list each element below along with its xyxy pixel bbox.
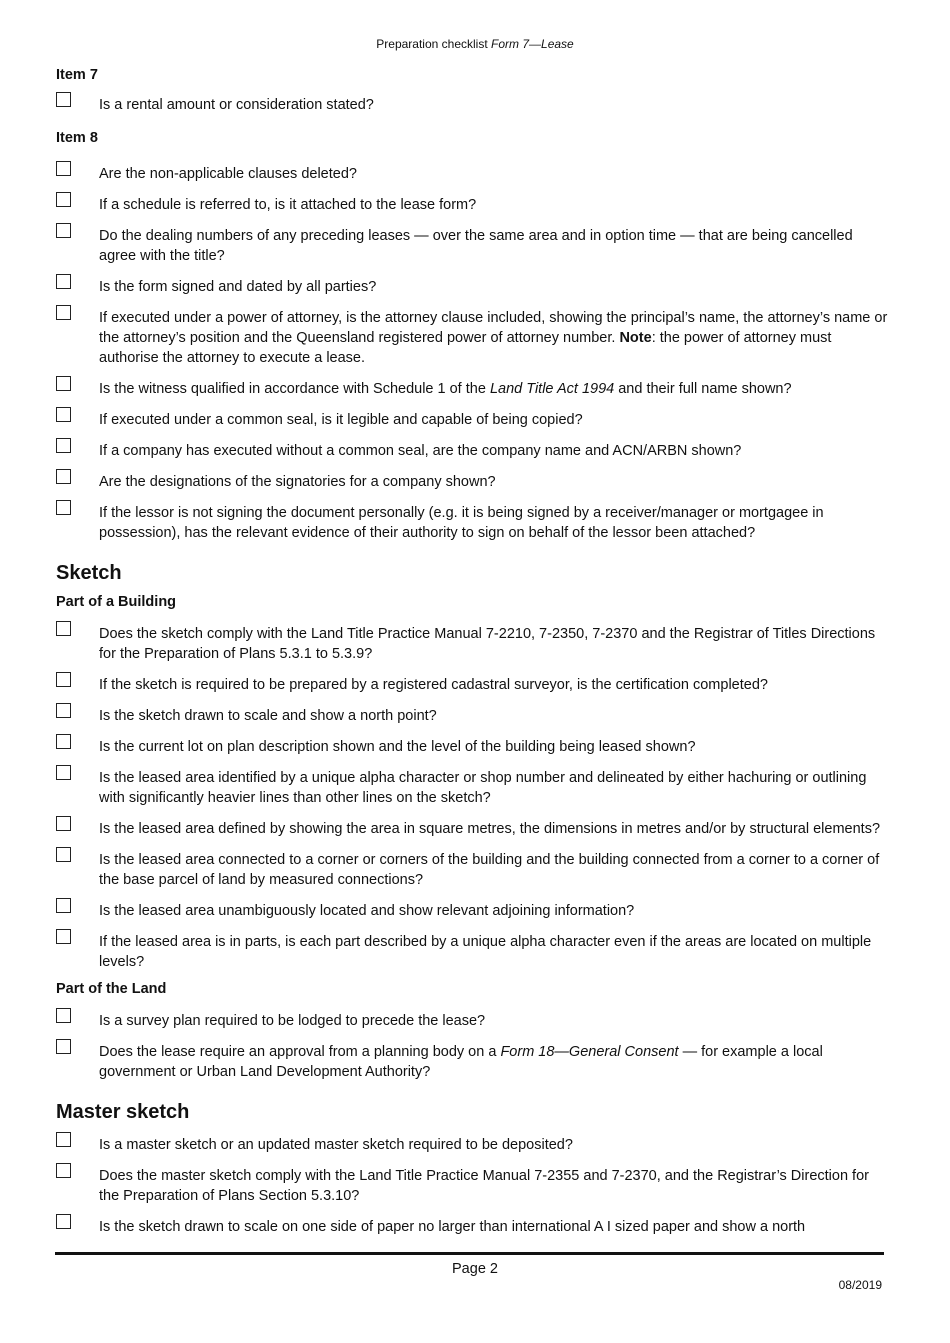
- checklist-item-text: If executed under a common seal, is it legible and capable of being copied?: [99, 412, 583, 428]
- checklist-item: [56, 1132, 892, 1155]
- checklist-item-text: Is the form signed and dated by all parties?: [99, 279, 377, 295]
- checklist-item: [56, 816, 892, 839]
- part-of-building-heading: Part of a Building: [56, 594, 177, 610]
- item8-heading: Item 8: [56, 130, 98, 146]
- checkbox[interactable]: [56, 847, 71, 862]
- checklist-item: [56, 223, 892, 266]
- checklist-item-text: [99, 1039, 892, 1082]
- header-title: Preparation checklist: [376, 37, 492, 51]
- checkbox[interactable]: [56, 1214, 71, 1229]
- checklist-item-text: Is the leased area defined by showing the area in square metres, the dimensions in metres and/or by structural elements?: [99, 821, 881, 837]
- checklist-item: [56, 161, 892, 184]
- checklist-item-text: If the lessor is not signing the document personally (e.g. it is being signed by a receiver/manager or mortgagee in possession), has the relevant evidence of their authority to sign on behalf of the lessor been attached?: [99, 505, 824, 541]
- checklist-item-text: Is the leased area identified by a unique alpha character or shop number and delineated by either hachuring or outlining with significantly heavier lines than other lines on the sketch?: [99, 770, 867, 806]
- checkbox[interactable]: [56, 92, 71, 107]
- checklist-item: [56, 672, 892, 695]
- header-form-name: Form 7—Lease: [491, 37, 574, 51]
- act-name: Land Title Act 1994: [489, 381, 615, 397]
- master-sketch-heading: Master sketch: [56, 1101, 190, 1123]
- poa-text: If executed under a power of attorney, is the attorney clause included, showing the principal’s name, the attorney’s name or the attorney’s position and the Queensland registered power of attorney number.: [99, 310, 888, 346]
- checkbox[interactable]: [56, 161, 71, 176]
- checklist-item-text: If a company has executed without a common seal, are the company name and ACN/ARBN shown?: [99, 443, 742, 459]
- checklist-item-text: Does the sketch comply with the Land Title Practice Manual 7-2210, 7-2350, 7-2370 and the Registrar of Titles Directions for the Preparation of Plans 5.3.1 to 5.3.9?: [99, 626, 876, 662]
- checkbox[interactable]: [56, 305, 71, 320]
- item7-heading: Item 7: [56, 67, 98, 83]
- checklist-item: [56, 305, 892, 368]
- master-list: [56, 1132, 892, 1237]
- item7-list: [56, 92, 892, 115]
- checkbox[interactable]: [56, 703, 71, 718]
- checklist-item-text: Is a master sketch or an updated master sketch required to be deposited?: [99, 1137, 573, 1153]
- checkbox[interactable]: [56, 898, 71, 913]
- checklist-item-text: Is a survey plan required to be lodged to precede the lease?: [99, 1013, 486, 1029]
- checklist-item-text: If a schedule is referred to, is it attached to the lease form?: [99, 197, 477, 213]
- item8-list: [56, 161, 892, 543]
- footer-rule: [55, 1252, 884, 1255]
- checklist-item: [56, 929, 892, 972]
- checkbox[interactable]: [56, 621, 71, 636]
- checklist-item: [56, 376, 892, 399]
- checklist-item-text: [99, 305, 892, 368]
- checklist-item-text: Is the current lot on plan description shown and the level of the building being leased shown?: [99, 739, 696, 755]
- checklist-item-text: Does the master sketch comply with the Land Title Practice Manual 7-2355 and 7-2370, and the Registrar’s Direction for the Preparation of Plans Section 5.3.10?: [99, 1168, 869, 1204]
- checkbox[interactable]: [56, 765, 71, 780]
- checkbox[interactable]: [56, 407, 71, 422]
- witness-text-post: and their full name shown?: [614, 381, 792, 397]
- checkbox[interactable]: [56, 1163, 71, 1178]
- checkbox[interactable]: [56, 1132, 71, 1147]
- checklist-item: [56, 1008, 892, 1031]
- checkbox[interactable]: [56, 274, 71, 289]
- checklist-item-text: Is a rental amount or consideration stated?: [99, 97, 374, 113]
- checkbox[interactable]: [56, 469, 71, 484]
- checklist-item: [56, 1214, 892, 1237]
- checklist-item-text: Is the sketch drawn to scale on one side of paper no larger than international A I sized paper and show a north: [99, 1219, 806, 1235]
- checklist-item: [56, 734, 892, 757]
- checklist-item: [56, 703, 892, 726]
- land-item-text-pre: Does the lease require an approval from a planning body on a: [99, 1044, 501, 1060]
- checklist-item: [56, 274, 892, 297]
- revision-date: 08/2019: [838, 1278, 882, 1292]
- checklist-item-text: Are the designations of the signatories for a company shown?: [99, 474, 496, 490]
- checkbox[interactable]: [56, 438, 71, 453]
- checkbox[interactable]: [56, 929, 71, 944]
- checklist-item-text: Is the sketch drawn to scale and show a north point?: [99, 708, 437, 724]
- checklist-item: [56, 898, 892, 921]
- checklist-item: [56, 438, 892, 461]
- checklist-item: [56, 621, 892, 664]
- witness-text-pre: Is the witness qualified in accordance with Schedule 1 of the: [99, 381, 490, 397]
- checklist-item-text: Is the leased area connected to a corner or corners of the building and the building connected from a corner to a corner of the base parcel of land by measured connections?: [99, 852, 880, 888]
- land-item-text-post: — for example a local government or Urban Land Development Authority?: [99, 1044, 823, 1080]
- note-text: : the power of attorney must authorise the attorney to execute a lease.: [99, 330, 832, 366]
- land-list: [56, 1008, 892, 1082]
- checklist-item: [56, 407, 892, 430]
- checklist-item-text: If the sketch is required to be prepared by a registered cadastral surveyor, is the certification completed?: [99, 677, 768, 693]
- checkbox[interactable]: [56, 192, 71, 207]
- checkbox[interactable]: [56, 500, 71, 515]
- sketch-heading: Sketch: [56, 562, 122, 584]
- checklist-item-text: Is the leased area unambiguously located and show relevant adjoining information?: [99, 903, 635, 919]
- checklist-item: [56, 469, 892, 492]
- checkbox[interactable]: [56, 1039, 71, 1054]
- checklist-item: [56, 192, 892, 215]
- note-label: Note: [619, 330, 652, 346]
- checklist-item-text: Are the non-applicable clauses deleted?: [99, 166, 357, 182]
- checkbox[interactable]: [56, 672, 71, 687]
- page-number: Page 2: [452, 1261, 498, 1277]
- page-header: [0, 37, 950, 51]
- checklist-item: [56, 1039, 892, 1082]
- checklist-content: [56, 66, 892, 1245]
- checklist-item-text: [99, 376, 892, 399]
- checklist-item: [56, 1163, 892, 1206]
- checkbox[interactable]: [56, 376, 71, 391]
- checklist-item: [56, 847, 892, 890]
- checklist-item: [56, 765, 892, 808]
- checklist-item-text: Do the dealing numbers of any preceding leases — over the same area and in option time — that are being cancelled agree with the title?: [99, 228, 853, 264]
- checkbox[interactable]: [56, 734, 71, 749]
- part-of-land-heading: Part of the Land: [56, 981, 167, 997]
- checklist-item: [56, 92, 892, 115]
- checkbox[interactable]: [56, 223, 71, 238]
- form-name: Form 18—General Consent: [500, 1044, 679, 1060]
- checklist-item-text: If the leased area is in parts, is each part described by a unique alpha character even if the areas are located on multiple levels?: [99, 934, 872, 970]
- checkbox[interactable]: [56, 1008, 71, 1023]
- building-list: [56, 621, 892, 972]
- checkbox[interactable]: [56, 816, 71, 831]
- checklist-item: [56, 500, 892, 543]
